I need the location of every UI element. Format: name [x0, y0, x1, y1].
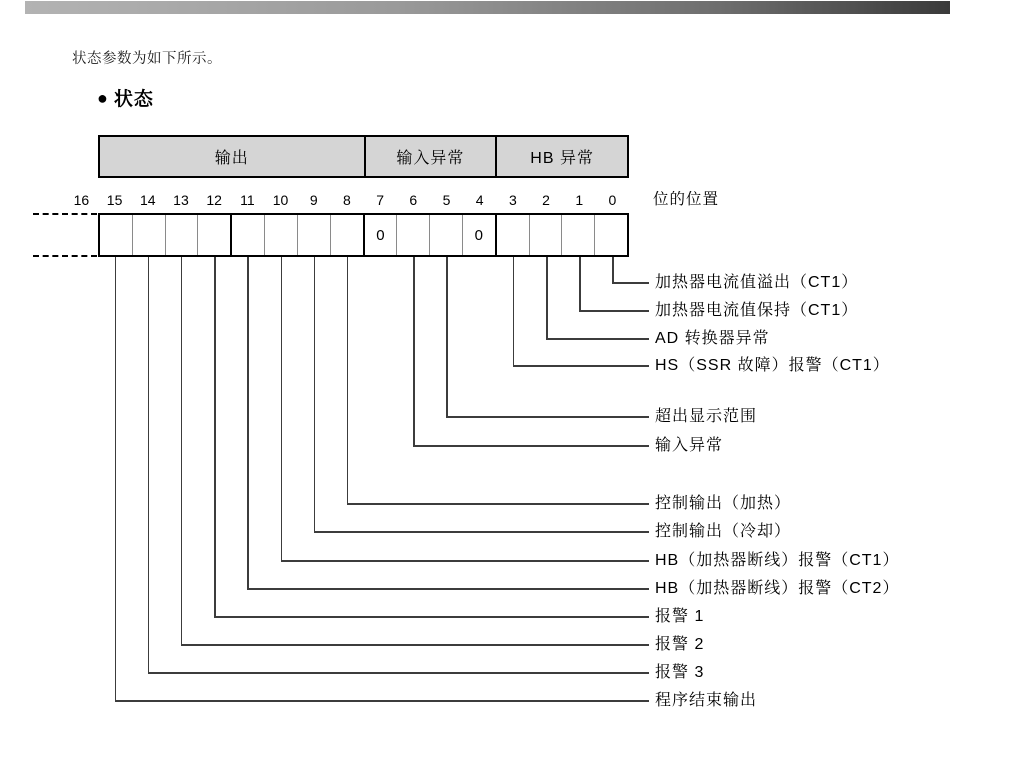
leader-vline-bit-8 — [347, 257, 349, 504]
page-header-gradient-bar — [25, 1, 950, 14]
left-continuation-dash-bottom — [33, 255, 97, 257]
bit-cell-8 — [331, 215, 365, 255]
bit-group-header — [98, 135, 629, 178]
leader-label-bit-3: HS（SSR 故障）报警（CT1） — [655, 357, 890, 374]
leader-label-bit-0: 加热器电流值溢出（CT1） — [655, 274, 859, 291]
leader-vline-bit-12 — [214, 257, 216, 617]
bit-number-10: 10 — [272, 192, 289, 208]
bit-cell-1 — [562, 215, 595, 255]
bit-number-1: 1 — [575, 192, 584, 208]
section-title: 状态 — [113, 89, 154, 110]
leader-label-bit-11: HB（加热器断线）报警（CT2） — [655, 580, 900, 597]
leader-label-bit-13: 报警 2 — [655, 636, 705, 653]
leader-label-bit-15: 程序结束输出 — [655, 692, 758, 709]
bit-number-2: 2 — [542, 192, 550, 208]
bullet-icon: ● — [97, 87, 108, 108]
leader-hline-bit-15 — [115, 700, 649, 702]
bit-number-6: 6 — [409, 192, 418, 208]
leader-vline-bit-13 — [181, 257, 183, 645]
leader-hline-bit-6 — [413, 445, 649, 447]
bit-number-5: 5 — [442, 192, 451, 208]
leader-vline-bit-0 — [612, 257, 614, 283]
leader-vline-bit-10 — [281, 257, 283, 561]
leader-vline-bit-11 — [247, 257, 249, 589]
leader-hline-bit-0 — [612, 282, 649, 284]
bit-group-label-2: HB 异常 — [495, 137, 627, 176]
bit-cell-row — [98, 213, 629, 257]
bit-cell-2 — [530, 215, 563, 255]
bit-cell-10 — [265, 215, 298, 255]
leader-hline-bit-11 — [247, 588, 649, 590]
leader-vline-bit-3 — [513, 257, 515, 366]
bit-cell-13 — [166, 215, 199, 255]
bit-cell-5 — [430, 215, 463, 255]
bit-cell-11 — [232, 215, 265, 255]
leader-hline-bit-2 — [546, 338, 649, 340]
leader-vline-bit-5 — [446, 257, 448, 417]
leader-label-bit-10: HB（加热器断线）报警（CT1） — [655, 552, 900, 569]
leader-label-bit-5: 超出显示范围 — [655, 408, 758, 425]
bit-number-9: 9 — [309, 192, 318, 208]
bit-number-0: 0 — [608, 192, 617, 208]
bit-number-12: 12 — [206, 192, 222, 208]
leader-hline-bit-10 — [281, 560, 649, 562]
section-heading — [97, 84, 154, 111]
intro-text: 状态参数为如下所示。 — [72, 51, 222, 67]
leader-label-bit-2: AD 转换器异常 — [655, 330, 770, 347]
leader-hline-bit-12 — [214, 616, 649, 618]
leader-vline-bit-1 — [579, 257, 581, 311]
leader-hline-bit-14 — [148, 672, 649, 674]
leader-vline-bit-6 — [413, 257, 415, 446]
bit-cell-0 — [595, 215, 627, 255]
bit-cell-14 — [133, 215, 166, 255]
bit-number-11: 11 — [240, 192, 255, 208]
leader-label-bit-8: 控制输出（加热） — [655, 495, 792, 512]
bit-number-15: 15 — [106, 192, 123, 208]
bit-cell-9 — [298, 215, 331, 255]
leader-label-bit-6: 输入异常 — [655, 437, 724, 454]
leader-vline-bit-9 — [314, 257, 316, 532]
bit-number-7: 7 — [376, 192, 384, 208]
leader-vline-bit-15 — [115, 257, 117, 701]
left-continuation-dash-top — [33, 213, 97, 215]
bit-cell-6 — [397, 215, 430, 255]
bit-cell-7: 0 — [365, 215, 398, 255]
leader-hline-bit-9 — [314, 531, 649, 533]
leader-vline-bit-14 — [148, 257, 150, 673]
leader-label-bit-14: 报警 3 — [655, 664, 705, 681]
bit-cell-4: 0 — [463, 215, 497, 255]
leader-hline-bit-8 — [347, 503, 649, 505]
bit-cell-15 — [100, 215, 133, 255]
leader-hline-bit-5 — [446, 416, 649, 418]
bit-number-8: 8 — [343, 192, 351, 208]
leader-hline-bit-13 — [181, 644, 649, 646]
leader-label-bit-12: 报警 1 — [655, 608, 705, 625]
bit-cell-3 — [497, 215, 530, 255]
bit-number-4: 4 — [475, 192, 484, 208]
leader-hline-bit-3 — [513, 365, 649, 367]
bit-number-14: 14 — [139, 192, 156, 208]
bit-number-13: 13 — [173, 192, 189, 208]
bit-group-label-0: 输出 — [214, 150, 249, 167]
bit-cell-12 — [198, 215, 232, 255]
leader-label-bit-1: 加热器电流值保持（CT1） — [655, 302, 859, 319]
leader-vline-bit-2 — [546, 257, 548, 339]
leader-label-bit-9: 控制输出（冷却） — [655, 523, 792, 540]
leader-hline-bit-1 — [579, 310, 649, 312]
bit-number-16: 16 — [73, 192, 90, 208]
bit-number-3: 3 — [508, 192, 517, 208]
bit-group-label-1: 输入异常 — [364, 137, 496, 176]
bit-position-label: 位的位置 — [653, 191, 720, 208]
